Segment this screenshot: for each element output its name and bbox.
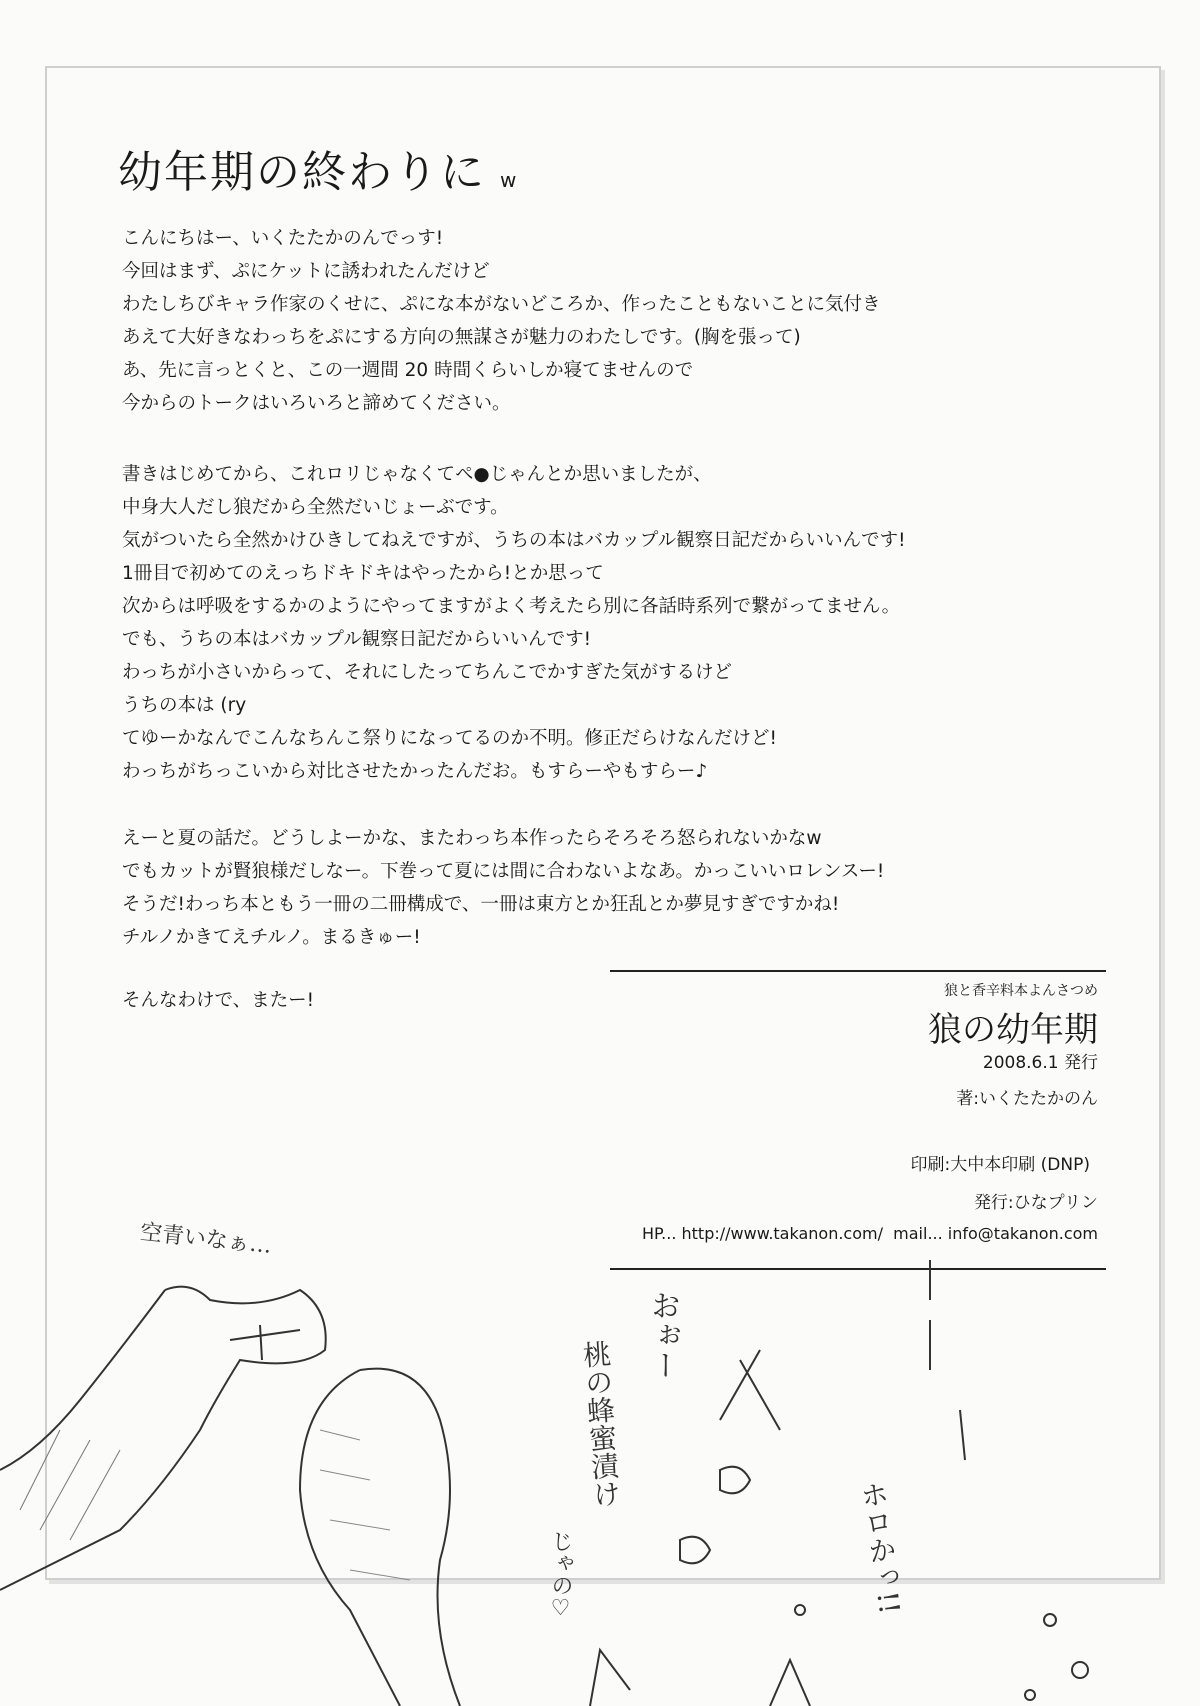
text-line: そんなわけで、またー! [122, 990, 315, 1011]
text-line: でも、うちの本はバカップル観察日記だからいいんです! [122, 629, 591, 650]
text-line: わっちがちっこいから対比させたかったんだお。もすらーやもすらー♪ [122, 761, 708, 782]
horse-halter [230, 1325, 300, 1360]
text-line: 書きはじめてから、これロリじゃなくてペ●じゃんとか思いましたが、 [122, 464, 712, 485]
text-line: あ、先に言っとくと、この一週間 20 時間くらいしか寝てませんので [122, 360, 694, 381]
text-line: あえて大好きなわっちをぷにする方向の無謀さが魅力のわたしです。(胸を張って) [122, 327, 801, 348]
colophon-top-rule [610, 970, 1106, 972]
girl-ears [590, 1650, 810, 1706]
speed-lines [930, 1260, 965, 1460]
bubble [1072, 1662, 1088, 1678]
colophon-book-title: 狼の幼年期 [928, 1010, 1098, 1050]
colophon-date: 2008.6.1 発行 [982, 1053, 1098, 1073]
wolf-tail [300, 1369, 460, 1706]
paragraph-1 [122, 222, 881, 420]
text-line: 今からのトークはいろいろと諦めてください。 [122, 393, 511, 414]
paragraph-4 [122, 984, 314, 1017]
horse-mane [0, 1290, 165, 1470]
bubble [1044, 1614, 1056, 1626]
colophon-series: 狼と香辛料本よんさつめ [944, 983, 1098, 999]
bubble [1025, 1690, 1035, 1700]
text-line: わっちが小さいからって、それにしたってちんこでかすぎた気がするけど [122, 662, 732, 683]
music-notes [680, 1350, 780, 1563]
text-line: そうだ!わっち本ともう一冊の二冊構成で、一冊は東方とか狂乱とか夢見すぎですかね! [122, 894, 840, 915]
title-text: 幼年期の終わりに [118, 147, 486, 198]
colophon-links: HP... http://www.takanon.com/ mail... info@takanon.com [641, 1224, 1098, 1243]
colophon-author: 著:いくたたかのん [956, 1089, 1098, 1109]
text-line: うちの本は (ry [122, 695, 247, 716]
text-line: 1冊目で初めてのえっちドキドキはやったから!とか思って [122, 563, 604, 584]
text-line: こんにちはー、いくたたかのんでっす! [122, 228, 444, 249]
text-line: 次からは呼吸をするかのようにやってますがよく考えたら別に各話時系列で繋がってません。 [122, 596, 901, 617]
title-suffix: w [500, 168, 519, 192]
colophon-printer: 印刷:大中本印刷 (DNP) [910, 1155, 1090, 1175]
text-line: てゆーかなんでこんなちんこ祭りになってるのか不明。修正だらけなんだけど! [122, 728, 777, 749]
sketch-illustration [0, 1230, 1200, 1706]
text-line: えーと夏の話だ。どうしよーかな、またわっち本作ったらそろそろ怒られないかなw [122, 828, 822, 849]
horse-speech: 空青いなぁ… [138, 1220, 273, 1259]
text-line: わたしちびキャラ作家のくせに、ぷにな本がないどころか、作ったこともないことに気付き [122, 294, 881, 315]
text-line: 中身大人だし狼だから全然だいじょーぶです。 [122, 497, 509, 518]
horse-head [0, 1287, 326, 1590]
text-line: でもカットが賢狼様だしなー。下巻って夏には間に合わないよなあ。かっこいいロレンスー! [122, 861, 885, 882]
tail-fur [320, 1430, 410, 1580]
sfx-horo: ホロかっ!! [854, 1478, 907, 1617]
bubble [795, 1605, 805, 1615]
sfx-oo: おぉー [645, 1290, 680, 1380]
text-line: 気がついたら全然かけひきしてねえですが、うちの本はバカップル観察日記だからいいんです! [122, 530, 906, 551]
page-title [118, 136, 518, 200]
paragraph-3 [122, 822, 884, 954]
text-line: チルノかきてえチルノ。まるきゅー! [122, 927, 421, 948]
speech-peach: 桃の蜂蜜漬け [578, 1339, 623, 1509]
paragraph-2 [122, 458, 906, 788]
colophon-publisher: 発行:ひなプリン [973, 1193, 1098, 1213]
speech-jano: じゃの♡ [548, 1530, 573, 1621]
text-line: 今回はまず、ぷにケットに誘われたんだけど [122, 261, 490, 282]
